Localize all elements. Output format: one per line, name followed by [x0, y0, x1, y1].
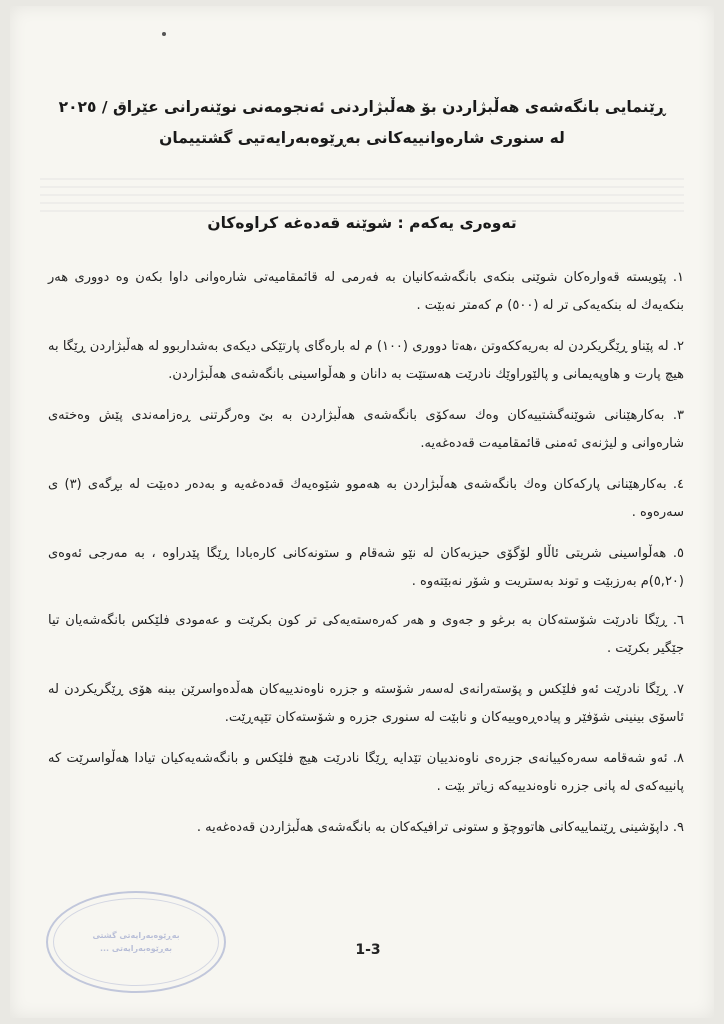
rule-item-3: ٣. بەکارهێنانی شوێنەگشتییەکان وەك سەکۆی بانگەشەی هەڵبژاردن بە بێ وەرگرتنی ڕەزامەندی پێش وەختەی شارەوانی و لیژنەی ئەمنی قائمقامیەت قەدەغەیە. — [48, 408, 684, 451]
rule-item-8: ٨. ئەو شەقامە سەرەکییانەی جزرەی ناوەندییان تێدایە ڕێگا نادرێت هیچ فلێکس و بانگەشەیەکیان تیادا هەڵواسرێت کە پانییەکەی لە پانی جزرە ناوەندییەکە زیاتر بێت . — [48, 751, 684, 794]
rule-item-5: ٥. هەڵواسینی شریتی ئاڵاو لۆگۆی حیزبەکان لە نێو شەقام و ستونەکانی کارەبادا ڕێگا پێدراوە ، بە مەرجی ئەوەی (٥,٢٠)م بەرزبێت و توند بەستریت و شۆر نەبێتەوە . — [48, 546, 684, 589]
rule-item-4: ٤. بەکارهێنانی پارکەکان وەك بانگەشەی هەڵبژاردن بە هەموو شێوەیەك قەدەغەیە و بەدەر دەبێت لە بڕگەی (٣) ی سەرەوە . — [48, 477, 685, 520]
document-page — [10, 6, 714, 1018]
stamp-text-2: بەڕێوەبەرایەتی ... — [99, 944, 173, 953]
rule-item-9: ٩. داپۆشینی ڕێنماییەکانی هاتووچۆ و ستونی ترافیکەکان بە بانگەشەی هەڵبژاردن قەدەغەیە . — [196, 820, 684, 835]
stamp-text-1: بەڕێوەبەرایەتی گشتی — [92, 931, 180, 940]
rule-item-1: ١. پێویستە قەوارەکان شوێنی بنکەی بانگەشەکانیان بە فەرمی لە قائمقامیەتی شارەوانی داوا بکەن وە دووری هەر بنکەیەك لە بنکەیەکی تر لە (٥٠٠) م کەمتر نەبێت . — [48, 270, 684, 313]
document-title: ڕێنمایی بانگەشەی هەڵبژاردن بۆ هەڵبژاردنی ئەنجومەنی نوێنەرانی عێراق / ٢٠٢٥ — [58, 98, 666, 116]
scan-speck — [162, 32, 166, 36]
rule-item-2: ٢. لە پێناو ڕێگریکردن لە بەریەککەوتن ،هەتا دووری (١٠٠) م لە بارەگای پارتێکی دیکەی بەشداربوو لە هەڵبژاردن ڕێگا بە هیچ پارت و هاوپەیمانی و پالێوراوێك نادرێت هەستێت بە دانان و هەڵواسینی بانگەشەی هەڵبژاردن. — [48, 339, 684, 382]
stamp-inner-ring — [53, 898, 219, 986]
rule-item-6: ٦. ڕێگا نادرێت شۆستەکان بە برغو و جەوی و هەر کەرەستەیەکی تر کون بکرێت و عەمودی فلێکس بانگەشەیان تیا جێگیر بکرێت . — [48, 613, 684, 656]
document-subtitle: لە سنوری شارەوانییەکانی بەڕێوەبەرایەتیی گشتییمان — [159, 129, 565, 147]
document-header — [40, 92, 684, 154]
official-stamp — [46, 891, 226, 993]
section-title: تەوەری یەکەم : شوێنە قەدەغە کراوەکان — [207, 214, 517, 232]
rule-item-7: ٧. ڕێگا نادرێت ئەو فلێکس و پۆستەرانەی لەسەر شۆستە و جزرە ناوەندییەکان هەڵدەواسرێن ببنە هۆی ڕێگریکردن لە ئاسۆی بینینی شۆفێر و پیادەڕەوییەکان و نابێت لە سنوری جزرە و شۆستەکان تێپەڕێت. — [48, 682, 684, 725]
show-through-text — [40, 178, 684, 212]
rules-list — [48, 264, 684, 855]
page-number: 1-3 — [355, 942, 381, 958]
